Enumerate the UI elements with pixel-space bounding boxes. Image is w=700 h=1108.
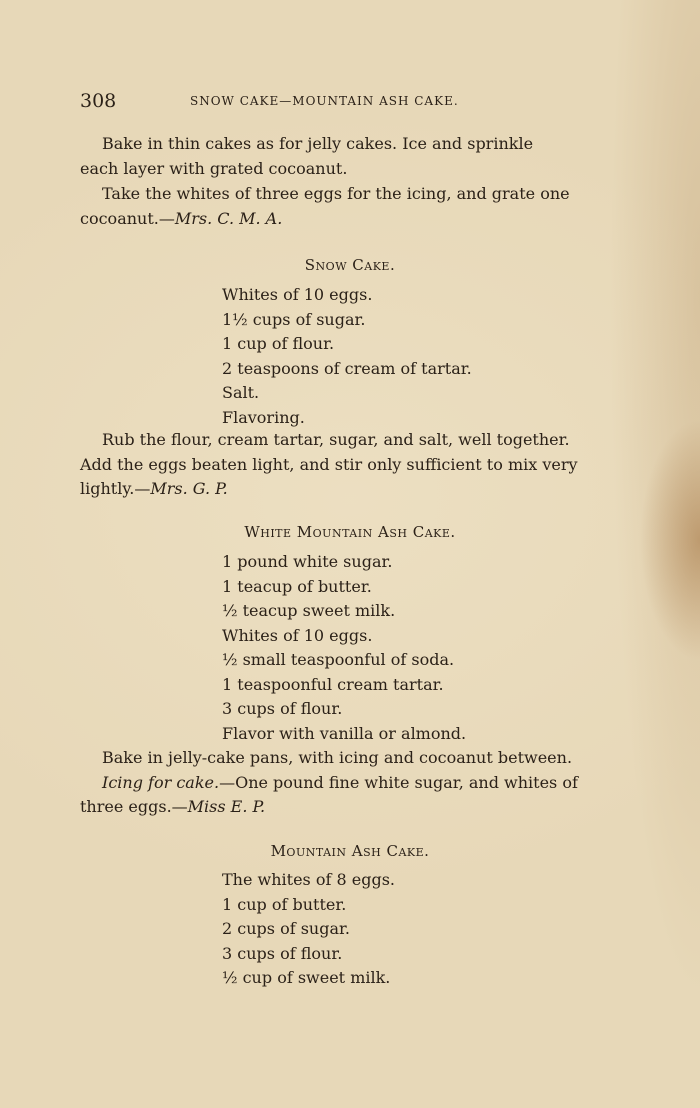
- running-title: SNOW CAKE—MOUNTAIN ASH CAKE.: [190, 94, 459, 108]
- text-line: each layer with grated cocoanut.: [80, 158, 348, 178]
- recipe-title-snow-cake: Snow Cake.: [304, 256, 396, 274]
- ingredient-item: Whites of 10 eggs.: [222, 625, 373, 645]
- text-fragment: cocoanut.—: [80, 208, 175, 228]
- ingredient-item: 1 teacup of butter.: [222, 576, 372, 596]
- ingredient-item: 3 cups of flour.: [222, 699, 343, 718]
- text-line: Take the whites of three eggs for the icing, and grate one: [102, 184, 570, 203]
- ingredient-list-snow-cake: [222, 283, 472, 430]
- ingredient-item: 1 pound white sugar.: [222, 552, 393, 571]
- page-header: [80, 90, 620, 114]
- signature: Mrs. G. P.: [150, 479, 228, 498]
- text-line: [80, 477, 620, 502]
- ingredient-item: 2 teaspoons of cream of tartar.: [222, 358, 472, 378]
- ingredient-list-white-mountain-ash-cake: [222, 550, 466, 746]
- text-line: [80, 771, 620, 796]
- ingredient-item: ½ cup of sweet milk.: [222, 968, 391, 987]
- text-line: [80, 207, 620, 232]
- text-line: Bake in jelly-cake pans, with icing and cocoanut between.: [102, 748, 573, 767]
- intro-paragraph-2: [80, 182, 620, 231]
- ingredient-item: ½ small teaspoonful of soda.: [222, 650, 455, 669]
- ingredient-item: The whites of 8 eggs.: [222, 870, 395, 889]
- ingredient-item: 1½ cups of sugar.: [222, 309, 366, 329]
- text-line: Rub the flour, cream tartar, sugar, and salt, well together.: [102, 430, 570, 449]
- recipe-title-mountain-ash-cake: Mountain Ash Cake.: [270, 842, 430, 860]
- text-fragment: lightly.—: [80, 479, 151, 498]
- icing-label: Icing for cake.: [102, 772, 220, 792]
- text-line: Add the eggs beaten light, and stir only sufficient to mix very: [80, 454, 578, 474]
- ingredient-item: 1 teaspoonful cream tartar.: [222, 674, 444, 694]
- text-fragment: —One pound fine white sugar, and whites of: [219, 772, 578, 792]
- signature: Miss E. P.: [187, 797, 266, 816]
- page-number: 308: [80, 90, 117, 112]
- signature: Mrs. C. M. A.: [174, 208, 283, 228]
- text-fragment: three eggs.—: [80, 797, 188, 816]
- text-line: Bake in thin cakes as for jelly cakes. Ice and sprinkle: [102, 134, 534, 153]
- text-line: [80, 795, 620, 820]
- ingredient-item: 1 cup of flour.: [222, 334, 335, 353]
- ingredient-item: Flavor with vanilla or almond.: [222, 723, 467, 743]
- intro-paragraph-1: [80, 132, 620, 181]
- method-paragraph-white-mountain-ash-cake: [80, 746, 620, 820]
- ingredient-item: Salt.: [222, 383, 260, 402]
- ingredient-item: 3 cups of flour.: [222, 943, 343, 963]
- method-paragraph-snow-cake: [80, 428, 620, 502]
- ingredient-item: Flavoring.: [222, 407, 305, 427]
- ingredient-item: 1 cup of butter.: [222, 894, 347, 914]
- ingredient-list-mountain-ash-cake: [222, 868, 395, 991]
- ingredient-item: 2 cups of sugar.: [222, 919, 350, 938]
- ingredient-item: Whites of 10 eggs.: [222, 285, 373, 304]
- recipe-title-white-mountain-ash-cake: White Mountain Ash Cake.: [244, 523, 456, 541]
- ingredient-item: ½ teacup sweet milk.: [222, 601, 396, 620]
